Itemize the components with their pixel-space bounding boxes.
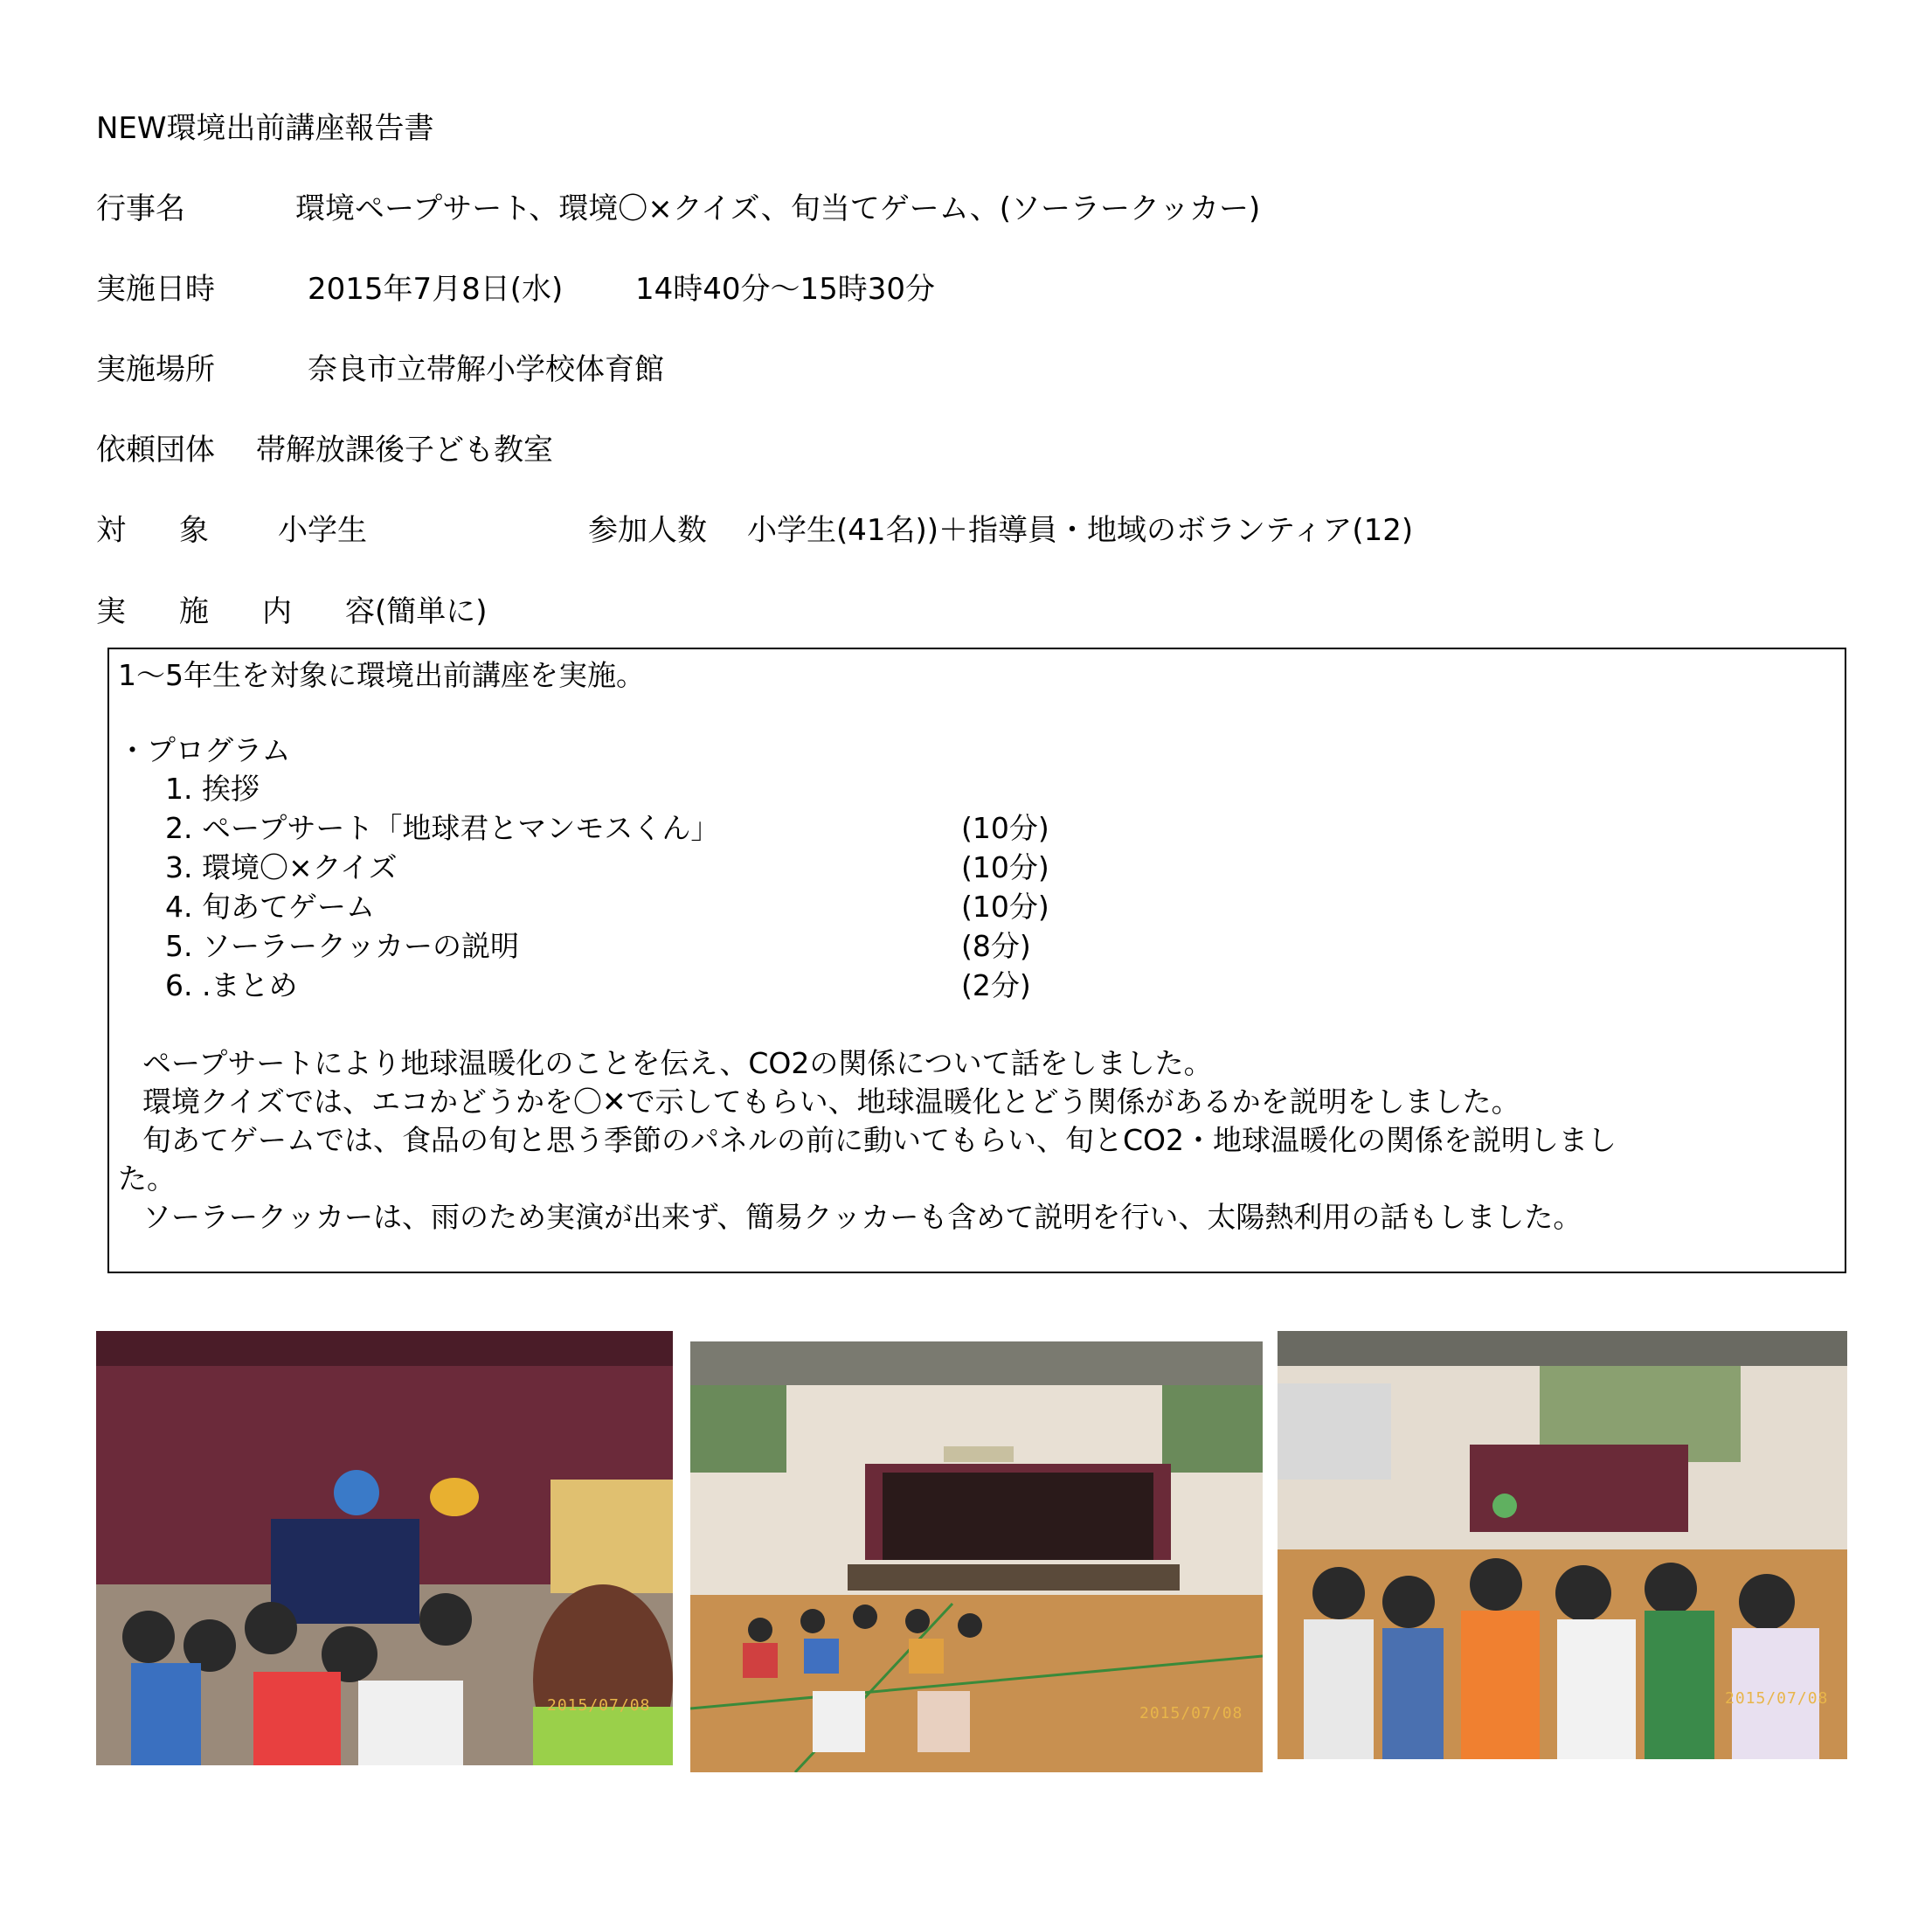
org-value: 帯解放課後子ども教室 [256,433,553,468]
program-duration: (10分) [961,811,1049,845]
target-label-1: 対 [96,513,126,548]
place-value: 奈良市立帯解小学校体育館 [308,352,664,387]
program-item: 3. 環境〇×クイズ [165,850,398,884]
date-label: 実施日時 [96,272,215,307]
program-duration: (2分) [961,968,1031,1002]
summary-paragraph: ペープサートにより地球温暖化のことを伝え、CO2の関係について話をしました。 [142,1046,1213,1080]
time-value: 14時40分～15時30分 [635,272,936,307]
report-title: NEW環境出前講座報告書 [96,111,434,146]
program-heading: ・プログラム [118,733,291,767]
org-label: 依頼団体 [96,433,215,468]
program-duration: (8分) [961,929,1031,963]
program-item: 6. .まとめ [165,968,298,1002]
target-label-2: 象 [179,513,209,548]
summary-paragraph: 環境クイズでは、エコかどうかを〇✕で示してもらい、地球温暖化とどう関係があるかを説明をしました。 [142,1085,1520,1119]
content-label-1: 実 [96,594,126,629]
place-label: 実施場所 [96,352,215,387]
date-value: 2015年7月8日(水) [308,272,564,307]
content-label-3: 内 [262,594,292,629]
program-duration: (10分) [961,850,1049,884]
event-photo-2 [690,1341,1263,1772]
summary-paragraph: ソーラークッカーは、雨のため実演が出来ず、簡易クッカーも含めて説明を行い、太陽熱利用の話もしました。 [142,1200,1582,1234]
target-value: 小学生 [278,513,367,548]
event-photo-1 [96,1331,673,1765]
event-label: 行事名 [96,191,185,226]
program-item: 4. 旬あてゲーム [165,890,375,924]
program-item: 5. ソーラークッカーの説明 [165,929,519,963]
event-value: 環境ペープサート、環境〇×クイズ、旬当てゲーム、(ソーラークッカー) [295,191,1261,226]
intro-text: 1～5年生を対象に環境出前講座を実施。 [118,658,645,692]
participants-label: 参加人数 [588,513,707,548]
photo-date-stamp: 2015/07/08 [1725,1689,1829,1708]
participants-value: 小学生(41名))＋指導員・地域のボランティア(12) [747,513,1414,548]
content-label-4: 容(簡単に) [345,594,488,629]
summary-paragraph: 旬あてゲームでは、食品の旬と思う季節のパネルの前に動いてもらい、旬とCO2・地球温暖化の関係を説明しまし [142,1123,1617,1157]
content-label-2: 施 [179,594,209,629]
program-duration: (10分) [961,890,1049,924]
summary-paragraph: た。 [118,1161,176,1196]
program-item: 1. 挨拶 [165,772,260,806]
event-photo-3 [1278,1331,1847,1759]
program-item: 2. ペープサート「地球君とマンモスくん」 [165,811,720,845]
content-box [107,648,1846,1273]
photo-date-stamp: 2015/07/08 [1139,1704,1243,1722]
photo-date-stamp: 2015/07/08 [547,1696,651,1715]
